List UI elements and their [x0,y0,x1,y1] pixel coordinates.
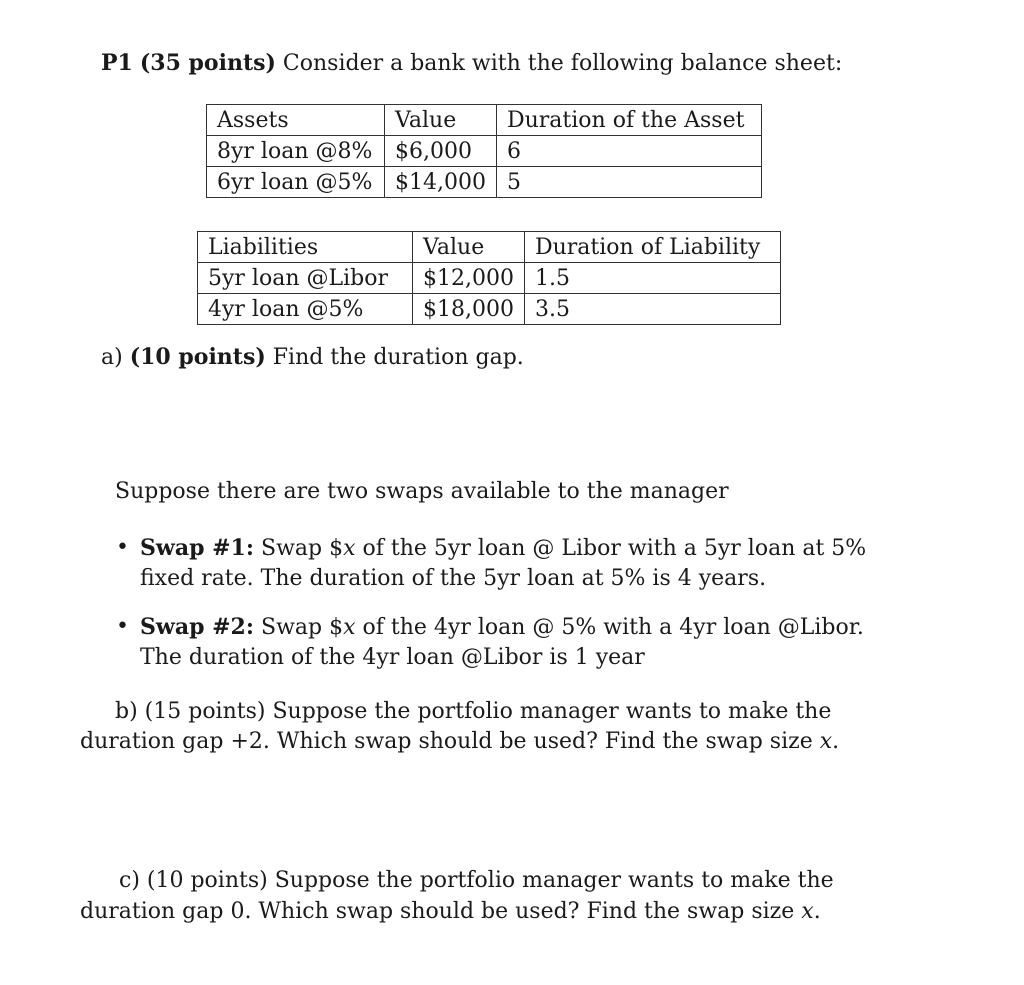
problem-label: P1 [101,50,133,76]
problem-heading [101,48,842,79]
part-c-label: c) [119,868,140,893]
swap-1-title: Swap #1: [140,535,254,561]
part-b-line-2 [80,727,839,757]
problem-points: (35 points) [139,50,276,76]
swap-1-item [140,533,880,594]
swap-2-var: x [343,615,356,640]
liabilities-header-row [198,232,781,263]
liabilities-cell: 5yr loan @Libor [198,263,413,294]
assets-cell: $6,000 [385,136,497,167]
part-a-points: (10 points) [129,344,266,370]
assets-table [206,104,762,198]
assets-header-cell: Value [385,105,497,136]
table-row [207,136,762,167]
swap-1-line2: fixed rate. The duration of the 5yr loan at 5% is 4 years. [140,566,767,591]
assets-cell: $14,000 [385,167,497,198]
assets-cell: 8yr loan @8% [207,136,385,167]
assets-cell: 5 [496,167,761,198]
liabilities-header-cell: Value [413,232,525,263]
table-row [207,167,762,198]
part-a-question [101,342,524,373]
table-row [198,294,781,325]
table-row [198,263,781,294]
assets-cell: 6yr loan @5% [207,167,385,198]
swap-2-item [140,612,880,673]
assets-header-cell: Assets [207,105,385,136]
part-c-var: x [801,899,814,924]
swap-2-line2: The duration of the 4yr loan @Libor is 1 year [140,645,645,670]
liabilities-cell: $18,000 [413,294,525,325]
liabilities-cell: 4yr loan @5% [198,294,413,325]
assets-cell: 6 [496,136,761,167]
swaps-intro: Suppose there are two swaps available to the manager [115,479,729,504]
part-c-text-2: duration gap 0. Which swap should be used? Find the swap size [80,899,802,924]
swap-1-pre: Swap $ [261,536,344,561]
swap-2-title: Swap #2: [140,614,254,640]
assets-header-row [207,105,762,136]
liabilities-table [197,231,781,325]
part-c-line-1 [119,866,834,896]
part-b-end: . [832,729,840,754]
part-c-points: (10 points) [146,868,268,893]
assets-header-cell: Duration of the Asset [496,105,761,136]
swap-1-var: x [343,536,356,561]
part-c-text: Suppose the portfolio manager wants to make the [274,868,834,893]
bullet-icon: • [116,614,129,639]
problem-intro: Consider a bank with the following balance sheet: [282,51,843,76]
liabilities-header-cell: Duration of Liability [524,232,780,263]
liabilities-cell: 1.5 [524,263,780,294]
liabilities-cell: 3.5 [524,294,780,325]
part-a-text: Find the duration gap. [272,345,524,370]
part-b-var: x [819,729,833,754]
liabilities-cell: $12,000 [413,263,525,294]
part-a-label: a) [101,345,123,370]
part-c-end: . [813,899,821,924]
swap-2-post: of the 4yr loan @ 5% with a 4yr loan @Libor. [355,615,864,640]
part-c-line-2 [80,897,821,927]
part-b-line-1: b) (15 points) Suppose the portfolio manager wants to make the [115,699,832,724]
swap-2-pre: Swap $ [261,615,344,640]
liabilities-header-cell: Liabilities [198,232,413,263]
swap-1-post: of the 5yr loan @ Libor with a 5yr loan at 5% [355,536,867,561]
part-b-text: duration gap +2. Which swap should be used? Find the swap size [80,729,820,754]
bullet-icon: • [116,535,129,560]
